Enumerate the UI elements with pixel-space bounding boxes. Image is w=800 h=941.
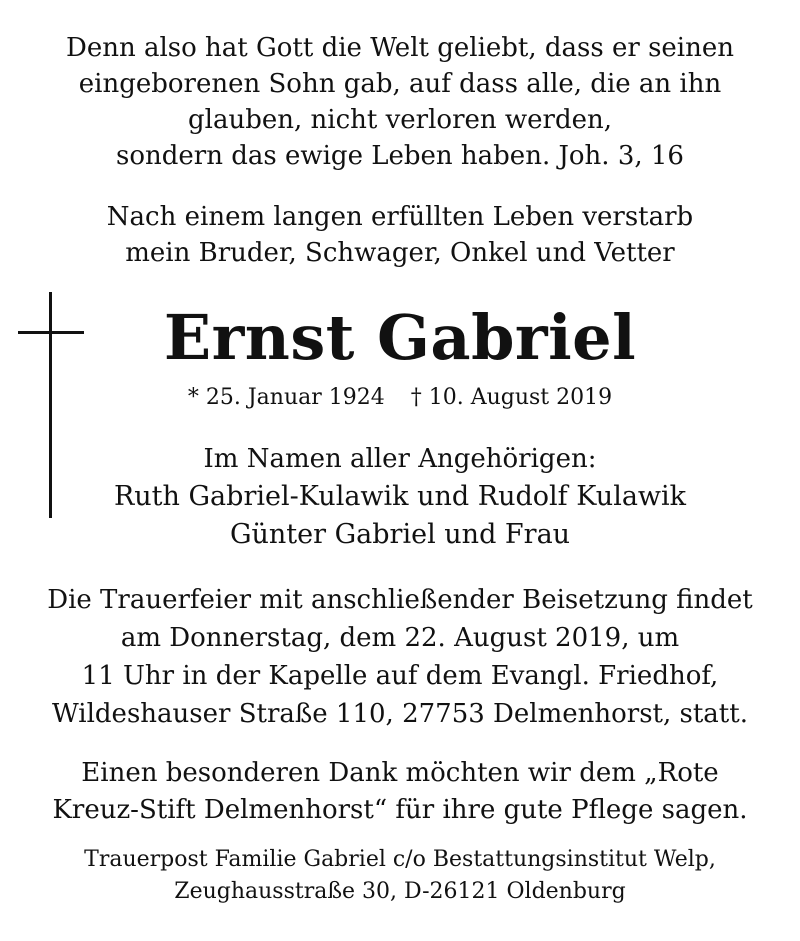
mourners <box>0 440 800 554</box>
ceremony-line: 11 Uhr in der Kapelle auf dem Evangl. Friedhof, <box>81 661 719 691</box>
mail-line: Trauerpost Familie Gabriel c/o Bestattungsinstitut Welp, <box>84 847 716 872</box>
condolence-mail-address <box>0 844 800 908</box>
thanks-text <box>0 755 800 829</box>
verse-line: eingeborenen Sohn gab, auf dass alle, die an ihn <box>78 69 722 99</box>
verse-line: Denn also hat Gott die Welt geliebt, dass er seinen <box>65 33 734 63</box>
deceased-name: Ernst Gabriel <box>163 301 637 374</box>
birth-date: * 25. Januar 1924 <box>187 385 385 410</box>
thanks-line: Kreuz-Stift Delmenhorst“ für ihre gute Pflege sagen. <box>52 795 748 825</box>
ceremony-line: am Donnerstag, dem 22. August 2019, um <box>120 623 680 653</box>
verse-line: sondern das ewige Leben haben. Joh. 3, 16 <box>116 141 684 171</box>
funeral-ceremony-info <box>0 581 800 733</box>
mourners-line: Im Namen aller Angehörigen: <box>203 444 597 474</box>
intro-line: mein Bruder, Schwager, Onkel und Vetter <box>125 238 675 268</box>
death-date: † 10. August 2019 <box>410 385 613 410</box>
verse-line: glauben, nicht verloren werden, <box>188 105 612 135</box>
ceremony-line: Wildeshauser Straße 110, 27753 Delmenhorst, statt. <box>52 699 748 729</box>
life-dates <box>0 382 800 414</box>
bible-verse <box>0 30 800 174</box>
thanks-line: Einen besonderen Dank möchten wir dem „Rote <box>81 758 719 788</box>
ceremony-line: Die Trauerfeier mit anschließender Beisetzung findet <box>47 585 753 615</box>
intro-line: Nach einem langen erfüllten Leben verstarb <box>106 202 694 232</box>
mourners-line: Ruth Gabriel-Kulawik und Rudolf Kulawik <box>113 481 687 512</box>
mourners-line: Günter Gabriel und Frau <box>229 519 571 550</box>
mail-line: Zeughausstraße 30, D-26121 Oldenburg <box>174 879 626 904</box>
intro-text <box>0 199 800 271</box>
